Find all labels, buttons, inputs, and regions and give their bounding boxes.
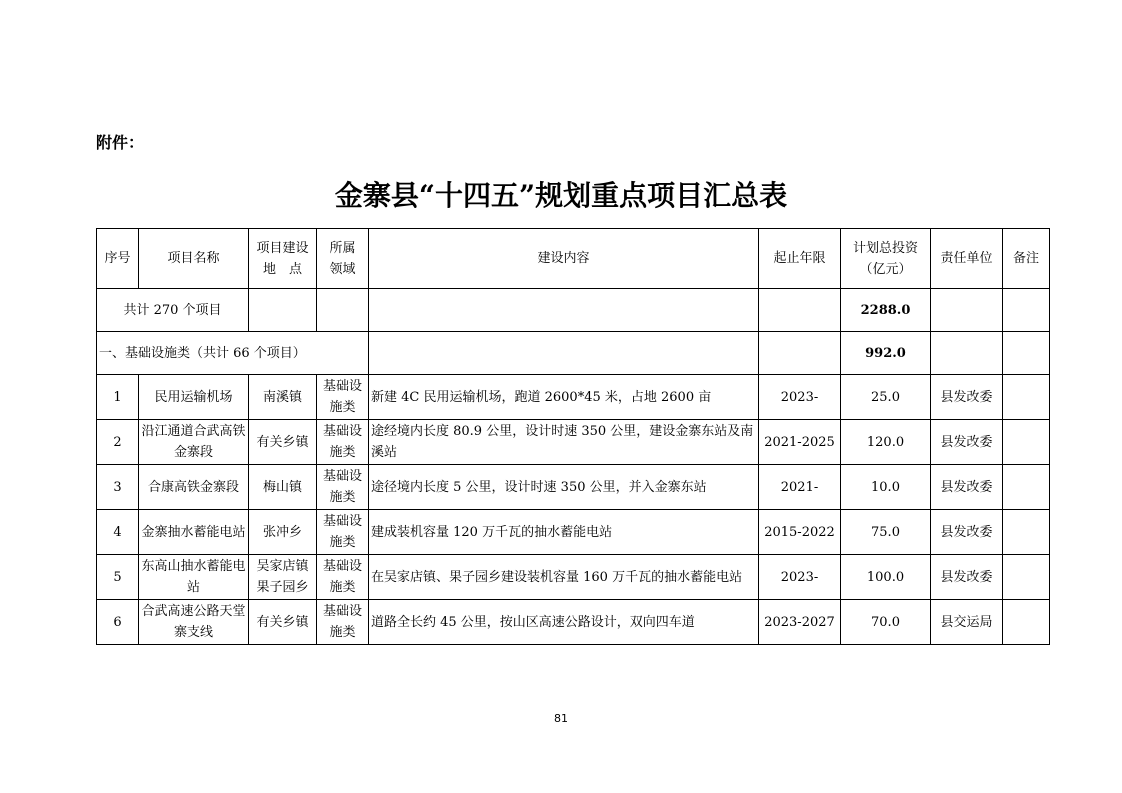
row-unit: 县发改委 — [931, 420, 1003, 465]
row-investment: 75.0 — [841, 510, 931, 555]
row-name: 东高山抽水蓄能电站 — [139, 555, 249, 600]
page-title: 金寨县“十四五”规划重点项目汇总表 — [334, 179, 788, 212]
row-unit: 县交运局 — [931, 600, 1003, 645]
row-seq: 5 — [97, 555, 139, 600]
row-remark — [1003, 375, 1050, 420]
project-table — [96, 228, 1050, 645]
table-row — [97, 555, 1050, 600]
row-seq: 1 — [97, 375, 139, 420]
row-seq: 3 — [97, 465, 139, 510]
header-years: 起止年限 — [759, 229, 841, 289]
row-investment: 120.0 — [841, 420, 931, 465]
section-investment: 992.0 — [841, 332, 931, 375]
header-field: 所属 领域 — [317, 229, 369, 289]
row-investment: 70.0 — [841, 600, 931, 645]
row-remark — [1003, 600, 1050, 645]
row-seq: 4 — [97, 510, 139, 555]
header-remark: 备注 — [1003, 229, 1050, 289]
total-label: 共计 270 个项目 — [97, 289, 249, 332]
row-investment: 100.0 — [841, 555, 931, 600]
row-content: 建成装机容量 120 万千瓦的抽水蓄能电站 — [369, 510, 759, 555]
header-content: 建设内容 — [369, 229, 759, 289]
row-unit: 县发改委 — [931, 555, 1003, 600]
total-row — [97, 289, 1050, 332]
row-content: 道路全长约 45 公里，按山区高速公路设计，双向四车道 — [369, 600, 759, 645]
row-location: 张冲乡 — [249, 510, 317, 555]
row-years: 2023- — [759, 555, 841, 600]
row-remark — [1003, 420, 1050, 465]
row-investment: 10.0 — [841, 465, 931, 510]
row-location: 南溪镇 — [249, 375, 317, 420]
row-name: 金寨抽水蓄能电站 — [139, 510, 249, 555]
row-years: 2023- — [759, 375, 841, 420]
row-field: 基础设 施类 — [317, 375, 369, 420]
row-years: 2021- — [759, 465, 841, 510]
row-content: 新建 4C 民用运输机场，跑道 2600*45 米，占地 2600 亩 — [369, 375, 759, 420]
row-location: 梅山镇 — [249, 465, 317, 510]
table-row — [97, 510, 1050, 555]
header-seq: 序号 — [97, 229, 139, 289]
row-unit: 县发改委 — [931, 510, 1003, 555]
header-unit: 责任单位 — [931, 229, 1003, 289]
table-row — [97, 420, 1050, 465]
row-content: 途径境内长度 5 公里，设计时速 350 公里，并入金寨东站 — [369, 465, 759, 510]
row-years: 2023-2027 — [759, 600, 841, 645]
row-location: 吴家店镇果子园乡 — [249, 555, 317, 600]
total-investment: 2288.0 — [841, 289, 931, 332]
row-location: 有关乡镇 — [249, 420, 317, 465]
row-field: 基础设 施类 — [317, 420, 369, 465]
table-row — [97, 465, 1050, 510]
row-content: 在吴家店镇、果子园乡建设装机容量 160 万千瓦的抽水蓄能电站 — [369, 555, 759, 600]
row-investment: 25.0 — [841, 375, 931, 420]
row-years: 2021-2025 — [759, 420, 841, 465]
row-name: 合武高速公路天堂寨支线 — [139, 600, 249, 645]
row-name: 沿江通道合武高铁金寨段 — [139, 420, 249, 465]
row-unit: 县发改委 — [931, 375, 1003, 420]
table-row — [97, 375, 1050, 420]
table-row — [97, 600, 1050, 645]
attachment-label: 附件： — [96, 133, 145, 152]
row-unit: 县发改委 — [931, 465, 1003, 510]
header-investment: 计划总投资 （亿元） — [841, 229, 931, 289]
row-field: 基础设 施类 — [317, 600, 369, 645]
row-years: 2015-2022 — [759, 510, 841, 555]
row-field: 基础设 施类 — [317, 465, 369, 510]
row-content: 途经境内长度 80.9 公里，设计时速 350 公里，建设金寨东站及南溪站 — [369, 420, 759, 465]
header-location: 项目建设 地 点 — [249, 229, 317, 289]
section-label: 一、基础设施类（共计 66 个项目） — [97, 332, 369, 375]
row-location: 有关乡镇 — [249, 600, 317, 645]
section-row — [97, 332, 1050, 375]
page-number: 81 — [554, 712, 568, 725]
row-field: 基础设 施类 — [317, 510, 369, 555]
row-remark — [1003, 510, 1050, 555]
row-seq: 2 — [97, 420, 139, 465]
row-name: 合康高铁金寨段 — [139, 465, 249, 510]
row-remark — [1003, 555, 1050, 600]
row-remark — [1003, 465, 1050, 510]
row-name: 民用运输机场 — [139, 375, 249, 420]
table-header-row — [97, 229, 1050, 289]
row-seq: 6 — [97, 600, 139, 645]
row-field: 基础设 施类 — [317, 555, 369, 600]
header-name: 项目名称 — [139, 229, 249, 289]
